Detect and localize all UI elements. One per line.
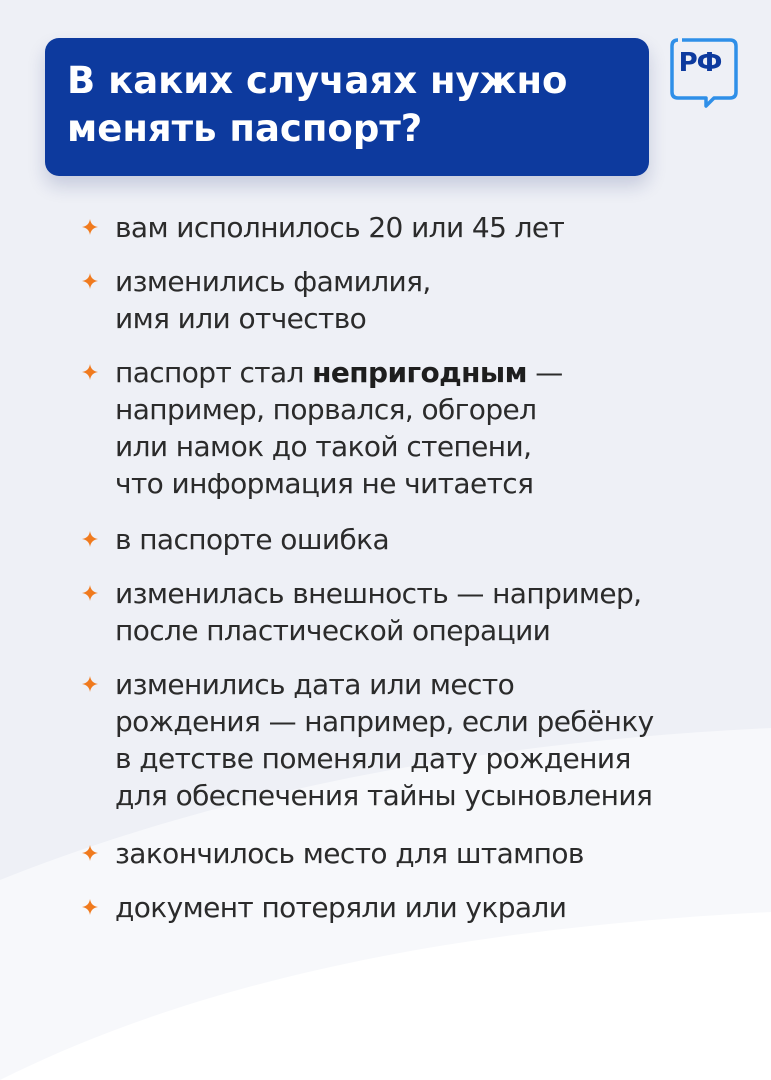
item-text: вам исполнилось 20 или 45 лет (115, 211, 565, 244)
sparkle-bullet-icon (82, 273, 98, 289)
item-text: в паспорте ошибка (115, 523, 389, 556)
sparkle-bullet-icon (82, 676, 98, 692)
item-text: рождения — например, если ребёнку (115, 705, 654, 738)
item-text: после пластической операции (115, 614, 551, 647)
item-text: имя или отчество (115, 302, 367, 335)
item-text: изменилась внешность — например, (115, 577, 642, 610)
sparkle-bullet-icon (82, 899, 98, 915)
item-text: для обеспечения тайны усыновления (115, 779, 653, 812)
item-text: закончилось место для штампов (115, 837, 584, 870)
item-text-suffix: — (526, 356, 563, 389)
item-text: изменились дата или место (115, 668, 515, 701)
item-text: например, порвался, обгорел (115, 393, 537, 426)
item-text: что информация не читается (115, 467, 534, 500)
sparkle-bullet-icon (82, 585, 98, 601)
item-text-prefix: паспорт стал (115, 356, 313, 389)
sparkle-bullet-icon (82, 364, 98, 380)
item-text: документ потеряли или украли (115, 891, 567, 924)
sparkle-bullet-icon (82, 531, 98, 547)
item-text-bold: непригодным (312, 356, 527, 389)
sparkle-bullet-icon (82, 845, 98, 861)
title-line-2: менять паспорт? (67, 107, 423, 150)
item-text: в детстве поменяли дату рождения (115, 742, 631, 775)
item-text: или намок до такой степени, (115, 430, 532, 463)
title-line-1: В каких случаях нужно (67, 59, 568, 102)
sparkle-bullet-icon (82, 219, 98, 235)
item-text (115, 354, 563, 391)
item-text: изменились фамилия, (115, 265, 431, 298)
logo-text: РФ (678, 48, 722, 78)
